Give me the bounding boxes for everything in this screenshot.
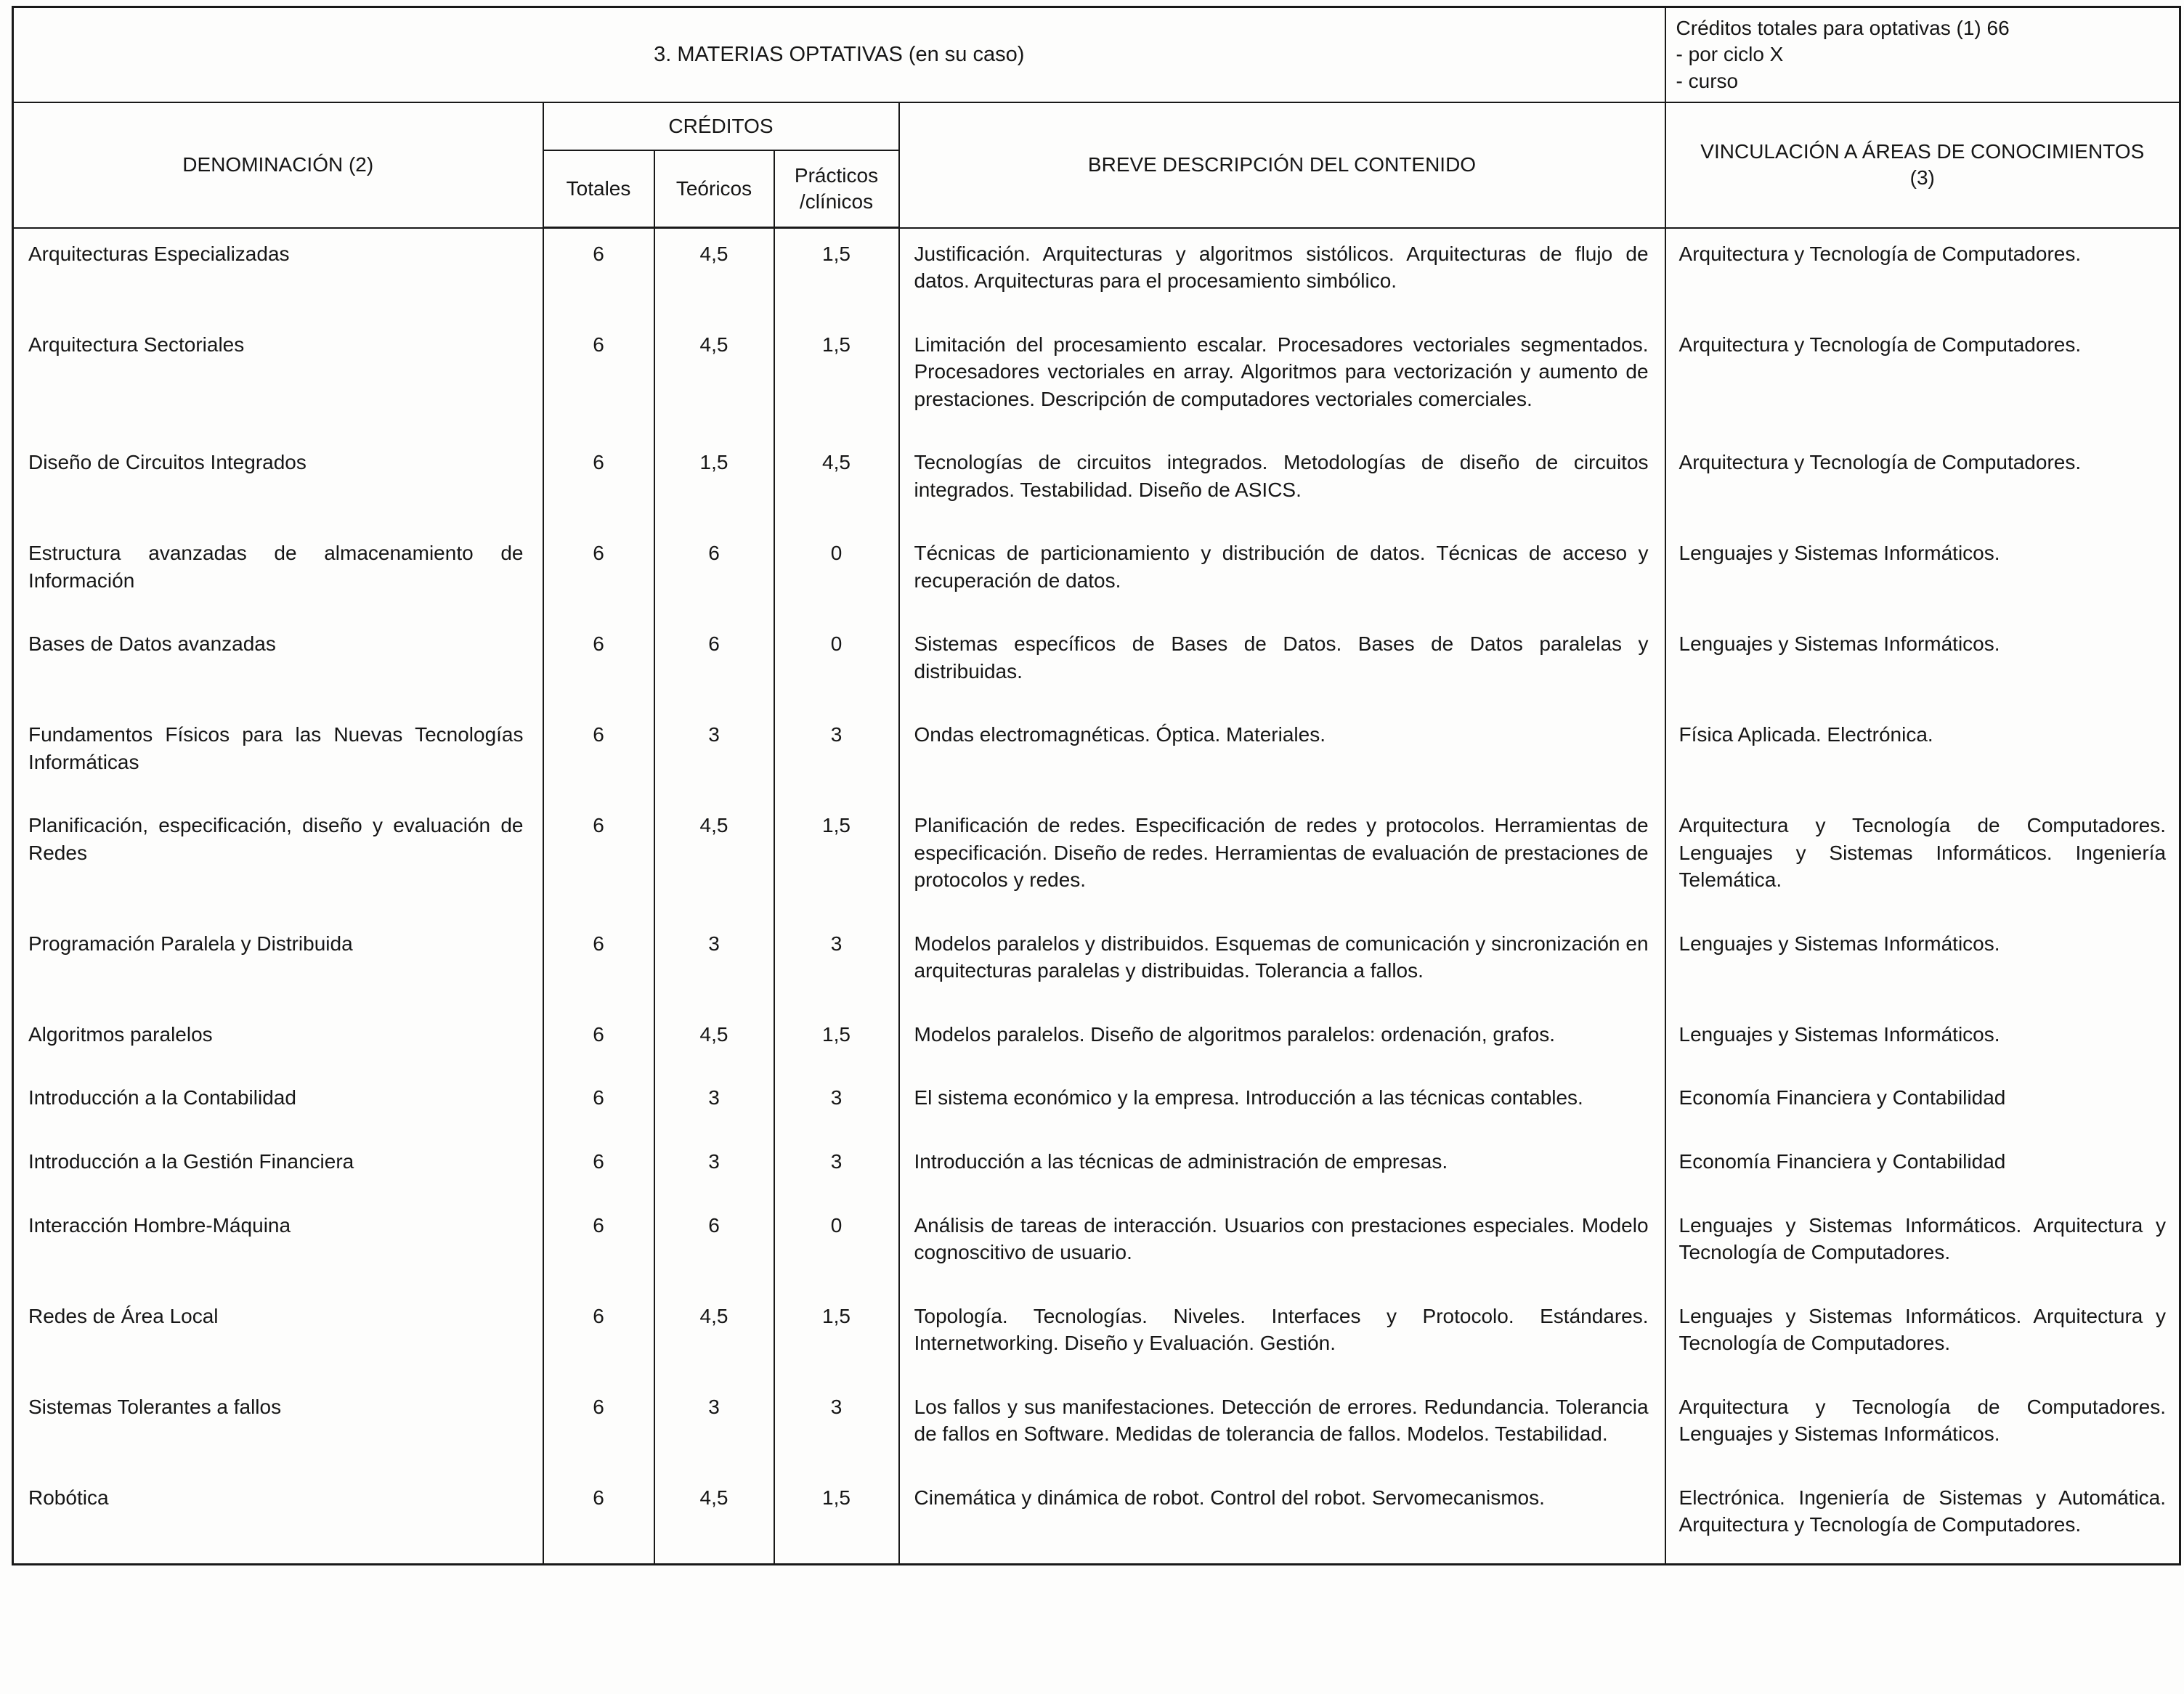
column-header-teoricos: Teóricos bbox=[654, 150, 774, 228]
credits-teoricos: 4,5 bbox=[654, 319, 774, 438]
course-areas: Economía Financiera y Contabilidad bbox=[1665, 1072, 2180, 1136]
credits-practicos: 3 bbox=[774, 1072, 899, 1136]
credits-totales: 6 bbox=[543, 528, 654, 619]
credits-practicos: 0 bbox=[774, 1200, 899, 1291]
course-name: Interacción Hombre-Máquina bbox=[13, 1200, 543, 1291]
course-name: Robótica bbox=[13, 1473, 543, 1565]
credits-teoricos: 6 bbox=[654, 619, 774, 709]
course-areas: Economía Financiera y Contabilidad bbox=[1665, 1136, 2180, 1200]
credits-totales: 6 bbox=[543, 228, 654, 319]
column-header-vinculacion bbox=[1665, 102, 2180, 228]
credits-practicos: 0 bbox=[774, 528, 899, 619]
course-name: Estructura avanzadas de almacenamiento de Información bbox=[13, 528, 543, 619]
course-areas: Arquitectura y Tecnología de Computadores. bbox=[1665, 319, 2180, 438]
table-row bbox=[13, 1473, 2180, 1565]
credits-teoricos: 4,5 bbox=[654, 1009, 774, 1073]
table-row bbox=[13, 528, 2180, 619]
table-row bbox=[13, 319, 2180, 438]
course-areas: Lenguajes y Sistemas Informáticos. bbox=[1665, 619, 2180, 709]
course-description: Cinemática y dinámica de robot. Control del robot. Servomecanismos. bbox=[899, 1473, 1665, 1565]
course-description: Tecnologías de circuitos integrados. Metodologías de diseño de circuitos integrados. Testabilidad. Diseño de ASICS. bbox=[899, 437, 1665, 528]
course-name: Bases de Datos avanzadas bbox=[13, 619, 543, 709]
course-areas: Lenguajes y Sistemas Informáticos. Arquitectura y Tecnología de Computadores. bbox=[1665, 1291, 2180, 1382]
credits-practicos: 3 bbox=[774, 709, 899, 800]
credits-teoricos: 3 bbox=[654, 1382, 774, 1473]
credits-practicos: 3 bbox=[774, 1136, 899, 1200]
course-name: Introducción a la Gestión Financiera bbox=[13, 1136, 543, 1200]
credits-practicos: 1,5 bbox=[774, 1009, 899, 1073]
course-areas: Física Aplicada. Electrónica. bbox=[1665, 709, 2180, 800]
credits-practicos: 3 bbox=[774, 919, 899, 1009]
column-header-totales: Totales bbox=[543, 150, 654, 228]
course-name: Algoritmos paralelos bbox=[13, 1009, 543, 1073]
course-areas: Arquitectura y Tecnología de Computadores. bbox=[1665, 437, 2180, 528]
optativas-table bbox=[12, 6, 2181, 1565]
table-row bbox=[13, 800, 2180, 919]
table-row bbox=[13, 1072, 2180, 1136]
course-name: Sistemas Tolerantes a fallos bbox=[13, 1382, 543, 1473]
course-name: Programación Paralela y Distribuida bbox=[13, 919, 543, 1009]
course-areas: Lenguajes y Sistemas Informáticos. bbox=[1665, 919, 2180, 1009]
credits-totales: 6 bbox=[543, 437, 654, 528]
table-row bbox=[13, 228, 2180, 319]
table-row bbox=[13, 619, 2180, 709]
table-title: 3. MATERIAS OPTATIVAS (en su caso) bbox=[13, 7, 1665, 103]
course-areas: Arquitectura y Tecnología de Computadores. bbox=[1665, 228, 2180, 319]
column-header-practicos bbox=[774, 150, 899, 228]
credits-totales: 6 bbox=[543, 709, 654, 800]
column-header-descripcion: BREVE DESCRIPCIÓN DEL CONTENIDO bbox=[899, 102, 1665, 228]
course-description: Limitación del procesamiento escalar. Procesadores vectoriales segmentados. Procesadores vectoriales en array. Algoritmos para vectorización y aumento de prestaciones. Descripción de computadores vectoriales comerciales. bbox=[899, 319, 1665, 438]
credits-teoricos: 4,5 bbox=[654, 1473, 774, 1565]
course-description: Modelos paralelos y distribuidos. Esquemas de comunicación y sincronización en arquitecturas paralelas y distribuidas. Tolerancia a fallos. bbox=[899, 919, 1665, 1009]
course-name: Redes de Área Local bbox=[13, 1291, 543, 1382]
table-row bbox=[13, 437, 2180, 528]
course-name: Planificación, especificación, diseño y evaluación de Redes bbox=[13, 800, 543, 919]
credits-totales: 6 bbox=[543, 1009, 654, 1073]
credits-practicos: 1,5 bbox=[774, 1473, 899, 1565]
table-row bbox=[13, 1009, 2180, 1073]
course-description: Planificación de redes. Especificación de redes y protocolos. Herramientas de especificación. Diseño de redes. Herramientas de evaluación de prestaciones de protocolos y redes. bbox=[899, 800, 1665, 919]
credits-teoricos: 6 bbox=[654, 1200, 774, 1291]
credits-totales: 6 bbox=[543, 919, 654, 1009]
course-description: Análisis de tareas de interacción. Usuarios con prestaciones especiales. Modelo cognoscitivo de usuario. bbox=[899, 1200, 1665, 1291]
credits-totales: 6 bbox=[543, 800, 654, 919]
credits-practicos: 1,5 bbox=[774, 800, 899, 919]
table-row bbox=[13, 709, 2180, 800]
credits-teoricos: 3 bbox=[654, 709, 774, 800]
credits-totales: 6 bbox=[543, 1200, 654, 1291]
course-name: Arquitectura Sectoriales bbox=[13, 319, 543, 438]
course-description: Ondas electromagnéticas. Óptica. Materiales. bbox=[899, 709, 1665, 800]
header-row-title bbox=[13, 7, 2180, 103]
course-areas: Lenguajes y Sistemas Informáticos. bbox=[1665, 1009, 2180, 1073]
vinculacion-header-line2: (3) bbox=[1909, 166, 1935, 190]
course-description: Topología. Tecnologías. Niveles. Interfaces y Protocolo. Estándares. Internetworking. Diseño y Evaluación. Gestión. bbox=[899, 1291, 1665, 1382]
table-row bbox=[13, 1200, 2180, 1291]
credits-totales: 6 bbox=[543, 1136, 654, 1200]
practicos-header-line1: Prácticos bbox=[794, 163, 879, 187]
course-description: Sistemas específicos de Bases de Datos. Bases de Datos paralelas y distribuidas. bbox=[899, 619, 1665, 709]
credits-note-line2: - por ciclo X bbox=[1676, 43, 1784, 66]
course-areas: Lenguajes y Sistemas Informáticos. bbox=[1665, 528, 2180, 619]
course-name: Arquitecturas Especializadas bbox=[13, 228, 543, 319]
vinculacion-header-line1: VINCULACIÓN A ÁREAS DE CONOCIMIENTOS bbox=[1700, 140, 2145, 163]
course-description: Técnicas de particionamiento y distribución de datos. Técnicas de acceso y recuperación de datos. bbox=[899, 528, 1665, 619]
table-header bbox=[13, 7, 2180, 228]
credits-teoricos: 4,5 bbox=[654, 800, 774, 919]
course-areas: Arquitectura y Tecnología de Computadores. Lenguajes y Sistemas Informáticos. bbox=[1665, 1382, 2180, 1473]
credits-teoricos: 4,5 bbox=[654, 228, 774, 319]
credits-totales: 6 bbox=[543, 1291, 654, 1382]
course-description: El sistema económico y la empresa. Introducción a las técnicas contables. bbox=[899, 1072, 1665, 1136]
credits-note bbox=[1665, 7, 2180, 103]
course-areas: Electrónica. Ingeniería de Sistemas y Automática. Arquitectura y Tecnología de Computadores. bbox=[1665, 1473, 2180, 1565]
course-description: Modelos paralelos. Diseño de algoritmos paralelos: ordenación, grafos. bbox=[899, 1009, 1665, 1073]
course-name: Introducción a la Contabilidad bbox=[13, 1072, 543, 1136]
credits-teoricos: 3 bbox=[654, 919, 774, 1009]
table-row bbox=[13, 1291, 2180, 1382]
course-description: Los fallos y sus manifestaciones. Detección de errores. Redundancia. Tolerancia de fallos en Software. Medidas de tolerancia de fallos. Modelos. Testabilidad. bbox=[899, 1382, 1665, 1473]
course-areas: Arquitectura y Tecnología de Computadores. Lenguajes y Sistemas Informáticos. Ingeniería Telemática. bbox=[1665, 800, 2180, 919]
course-name: Fundamentos Físicos para las Nuevas Tecnologías Informáticas bbox=[13, 709, 543, 800]
credits-totales: 6 bbox=[543, 619, 654, 709]
table-row bbox=[13, 1136, 2180, 1200]
course-description: Introducción a las técnicas de administración de empresas. bbox=[899, 1136, 1665, 1200]
column-header-creditos: CRÉDITOS bbox=[543, 102, 899, 150]
credits-teoricos: 3 bbox=[654, 1072, 774, 1136]
course-description: Justificación. Arquitecturas y algoritmos sistólicos. Arquitecturas de flujo de datos. Arquitecturas para el procesamiento simbólico. bbox=[899, 228, 1665, 319]
credits-note-line3: - curso bbox=[1676, 69, 1739, 92]
credits-practicos: 3 bbox=[774, 1382, 899, 1473]
credits-practicos: 0 bbox=[774, 619, 899, 709]
credits-totales: 6 bbox=[543, 319, 654, 438]
credits-totales: 6 bbox=[543, 1473, 654, 1565]
credits-note-line1: Créditos totales para optativas (1) 66 bbox=[1676, 17, 2010, 39]
credits-totales: 6 bbox=[543, 1382, 654, 1473]
course-areas: Lenguajes y Sistemas Informáticos. Arquitectura y Tecnología de Computadores. bbox=[1665, 1200, 2180, 1291]
credits-teoricos: 1,5 bbox=[654, 437, 774, 528]
credits-practicos: 1,5 bbox=[774, 1291, 899, 1382]
column-header-denominacion: DENOMINACIÓN (2) bbox=[13, 102, 543, 228]
header-row-columns bbox=[13, 102, 2180, 150]
credits-totales: 6 bbox=[543, 1072, 654, 1136]
credits-practicos: 4,5 bbox=[774, 437, 899, 528]
credits-teoricos: 3 bbox=[654, 1136, 774, 1200]
credits-practicos: 1,5 bbox=[774, 319, 899, 438]
credits-teoricos: 6 bbox=[654, 528, 774, 619]
table-row bbox=[13, 919, 2180, 1009]
course-name: Diseño de Circuitos Integrados bbox=[13, 437, 543, 528]
credits-teoricos: 4,5 bbox=[654, 1291, 774, 1382]
table-body bbox=[13, 228, 2180, 1564]
credits-practicos: 1,5 bbox=[774, 228, 899, 319]
table-row bbox=[13, 1382, 2180, 1473]
practicos-header-line2: /clínicos bbox=[799, 190, 874, 213]
